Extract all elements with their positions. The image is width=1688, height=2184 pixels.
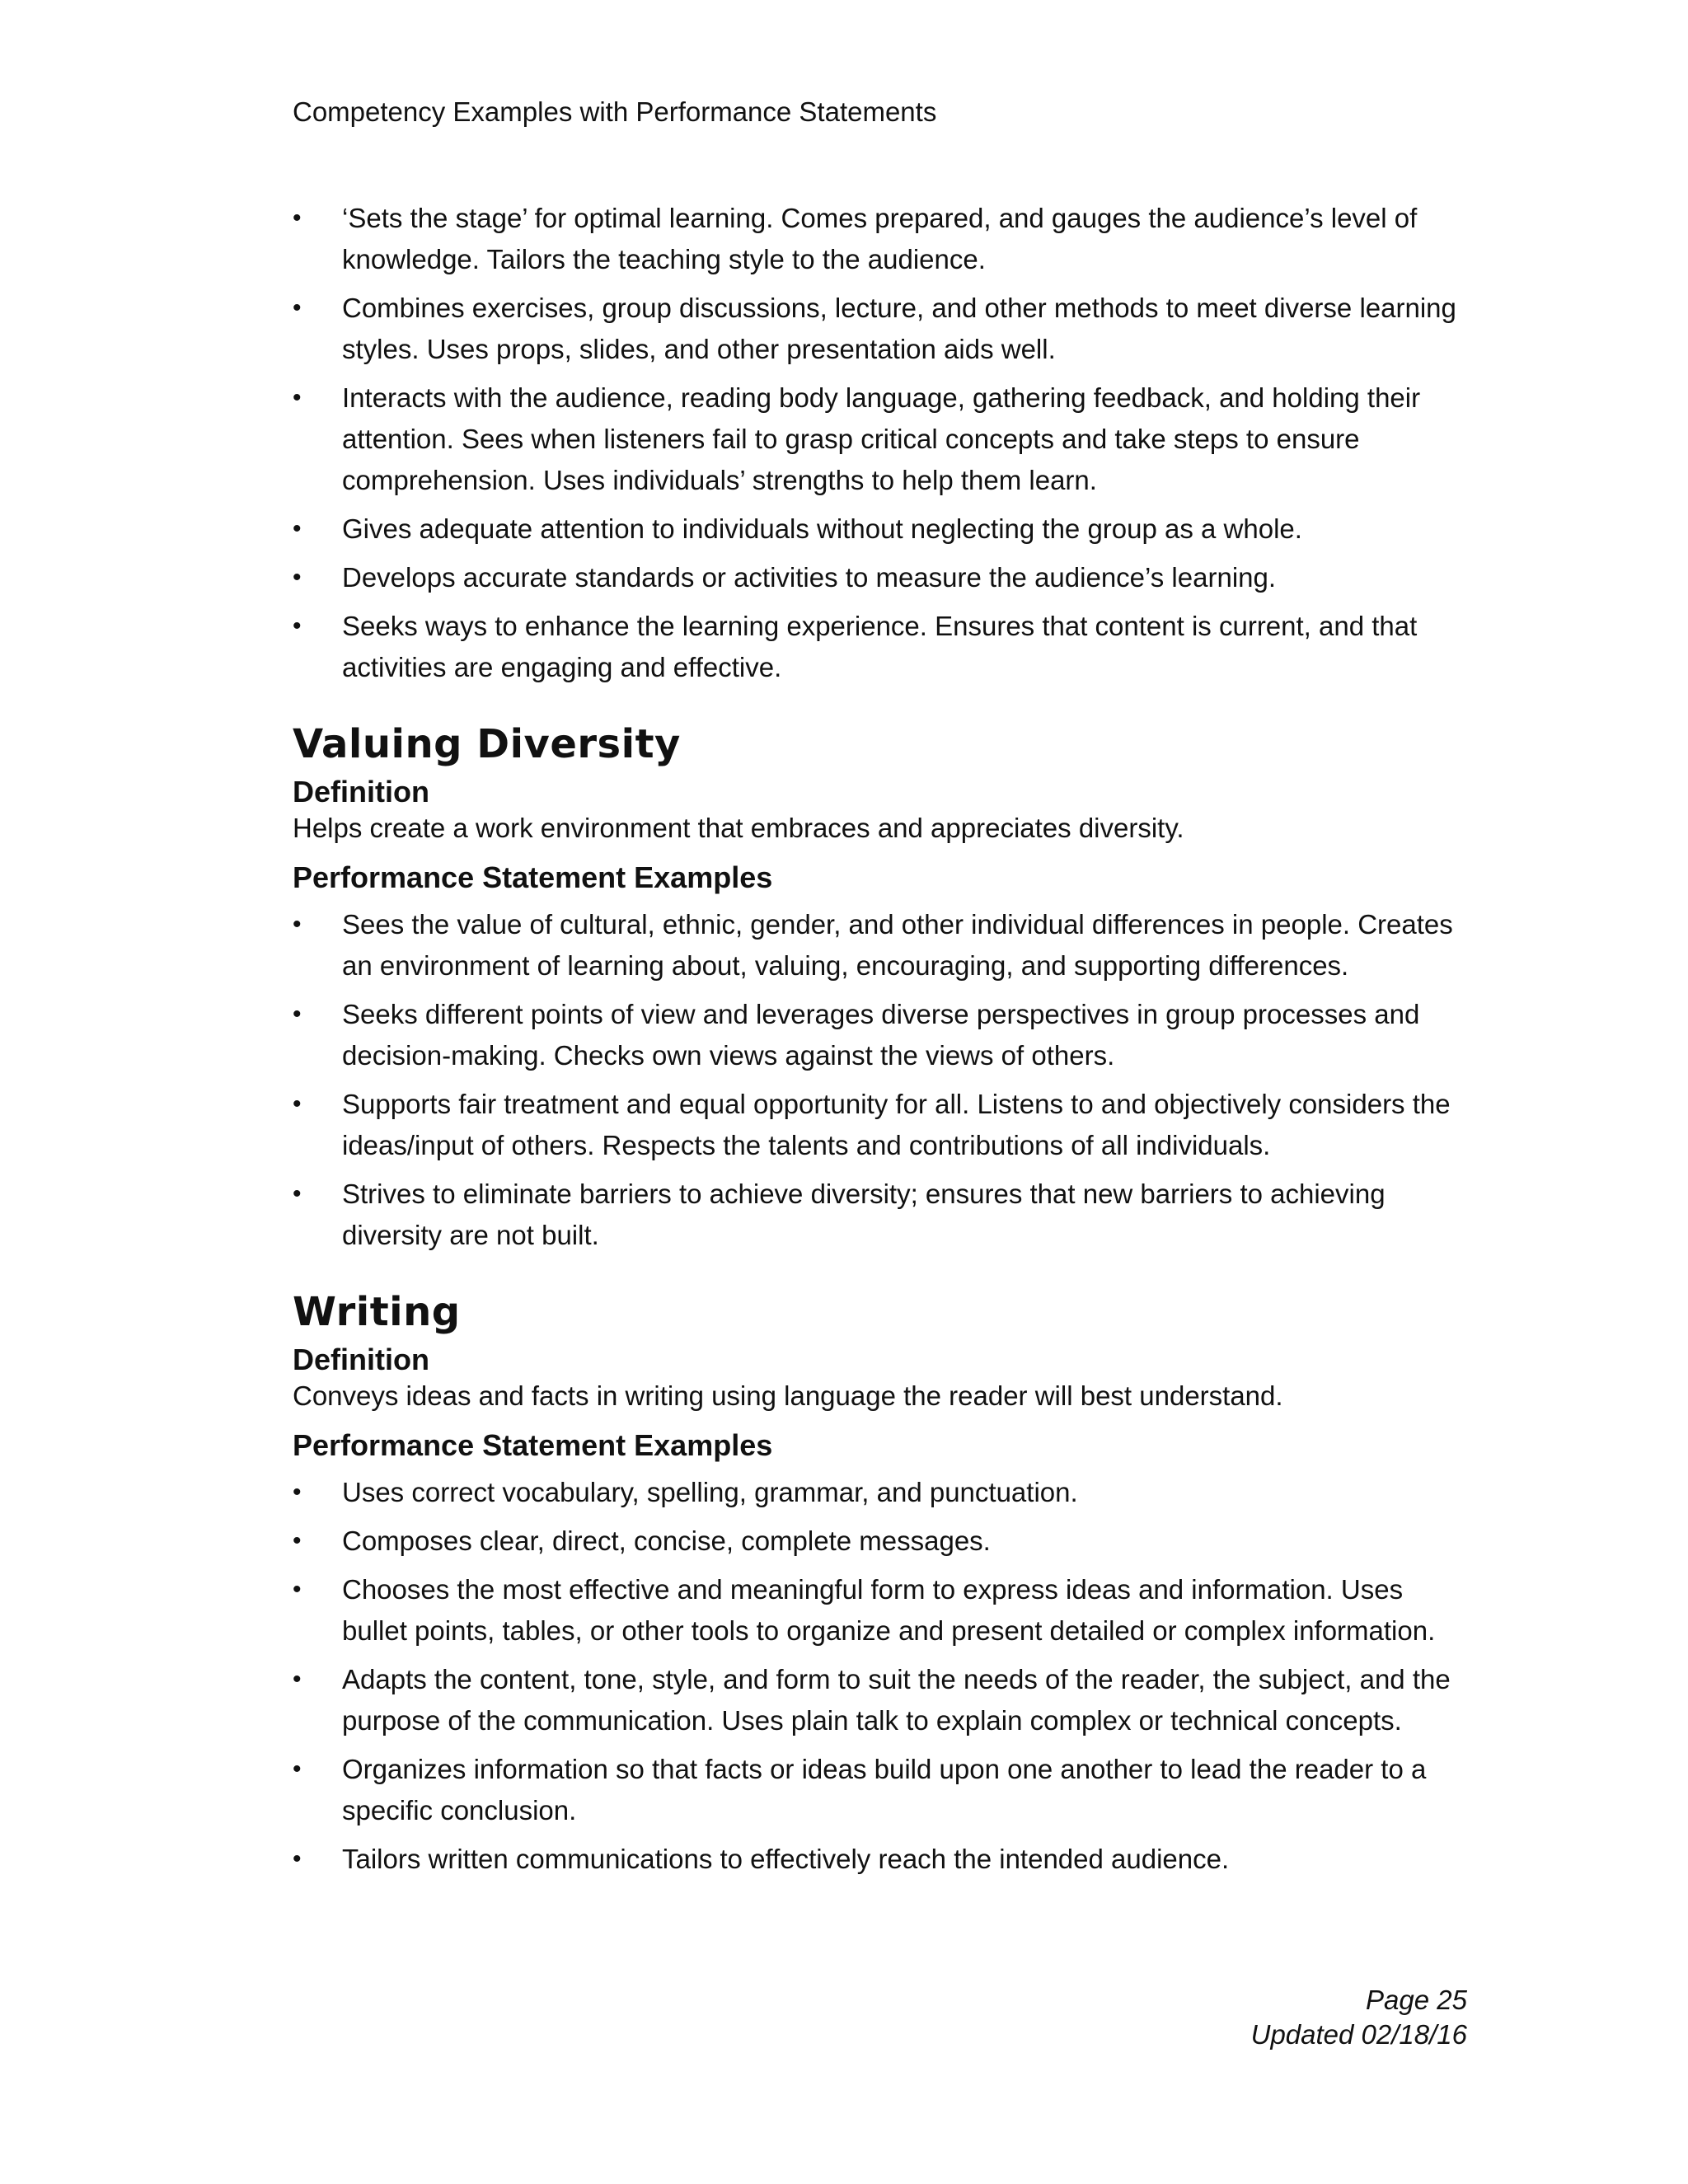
list-item: • Develops accurate standards or activities to measure the audience’s learning. (293, 557, 1471, 598)
list-item: • Tailors written communications to effectively reach the intended audience. (293, 1839, 1471, 1880)
list-item: • Strives to eliminate barriers to achieve diversity; ensures that new barriers to achieving diversity are not built. (293, 1174, 1422, 1256)
page-number: Page 25 (1366, 1985, 1467, 2015)
list-item: • Composes clear, direct, concise, complete messages. (293, 1521, 1471, 1562)
examples-heading: Performance Statement Examples (293, 860, 773, 894)
section-writing (293, 1287, 1471, 1880)
list-item: • Seeks ways to enhance the learning experience. Ensures that content is current, and that activities are engaging and effective. (293, 606, 1471, 688)
list-item: • Combines exercises, group discussions, lecture, and other methods to meet diverse learning styles. Uses props, slides, and other presentation aids well. (293, 288, 1471, 370)
definition-text: Helps create a work environment that embraces and appreciates diversity. (293, 813, 1184, 843)
page-content (293, 198, 1471, 1887)
list-item: • Seeks different points of view and leverages diverse perspectives in group processes and decision-making. Checks own views against the views of others. (293, 994, 1438, 1076)
list-item: • Organizes information so that facts or ideas build upon one another to lead the reader to a specific conclusion. (293, 1749, 1447, 1831)
section-valuing-diversity (293, 719, 1471, 1256)
list-item: • Gives adequate attention to individuals without neglecting the group as a whole. (293, 509, 1471, 550)
definition-text: Conveys ideas and facts in writing using language the reader will best understand. (293, 1380, 1283, 1411)
running-header: Competency Examples with Performance Statements (293, 96, 937, 127)
page-footer (1251, 1983, 1467, 2052)
section-title: Valuing Diversity (293, 721, 681, 767)
section-title: Writing (293, 1289, 461, 1335)
intro-bullet-list (293, 198, 1471, 688)
list-item: • ‘Sets the stage’ for optimal learning. Comes prepared, and gauges the audience’s level of knowledge. Tailors the teaching style to the audience. (293, 198, 1471, 280)
list-item: • Adapts the content, tone, style, and form to suit the needs of the reader, the subject, and the purpose of the communication. Uses plain talk to explain complex or technical concepts. (293, 1659, 1471, 1741)
examples-heading: Performance Statement Examples (293, 1428, 773, 1462)
updated-date: Updated 02/18/16 (1250, 2019, 1467, 2050)
definition-heading: Definition (293, 1343, 429, 1376)
list-item: • Chooses the most effective and meaningful form to express ideas and information. Uses bullet points, tables, or other tools to organize and present detailed or complex information. (293, 1569, 1471, 1652)
list-item: • Uses correct vocabulary, spelling, grammar, and punctuation. (293, 1472, 1471, 1513)
list-item: • Sees the value of cultural, ethnic, gender, and other individual differences in people. Creates an environment of learning about, valuing, encouraging, and supporting differences. (293, 904, 1471, 987)
list-item: • Supports fair treatment and equal opportunity for all. Listens to and objectively considers the ideas/input of others. Respects the talents and contributions of all individuals. (293, 1084, 1471, 1166)
examples-bullet-list (293, 1472, 1471, 1880)
list-item: • Interacts with the audience, reading body language, gathering feedback, and holding their attention. Sees when listeners fail to grasp critical concepts and take steps to ensure comprehension. Uses individuals’ strengths to help them learn. (293, 377, 1455, 501)
definition-heading: Definition (293, 775, 429, 808)
examples-bullet-list (293, 904, 1471, 1256)
